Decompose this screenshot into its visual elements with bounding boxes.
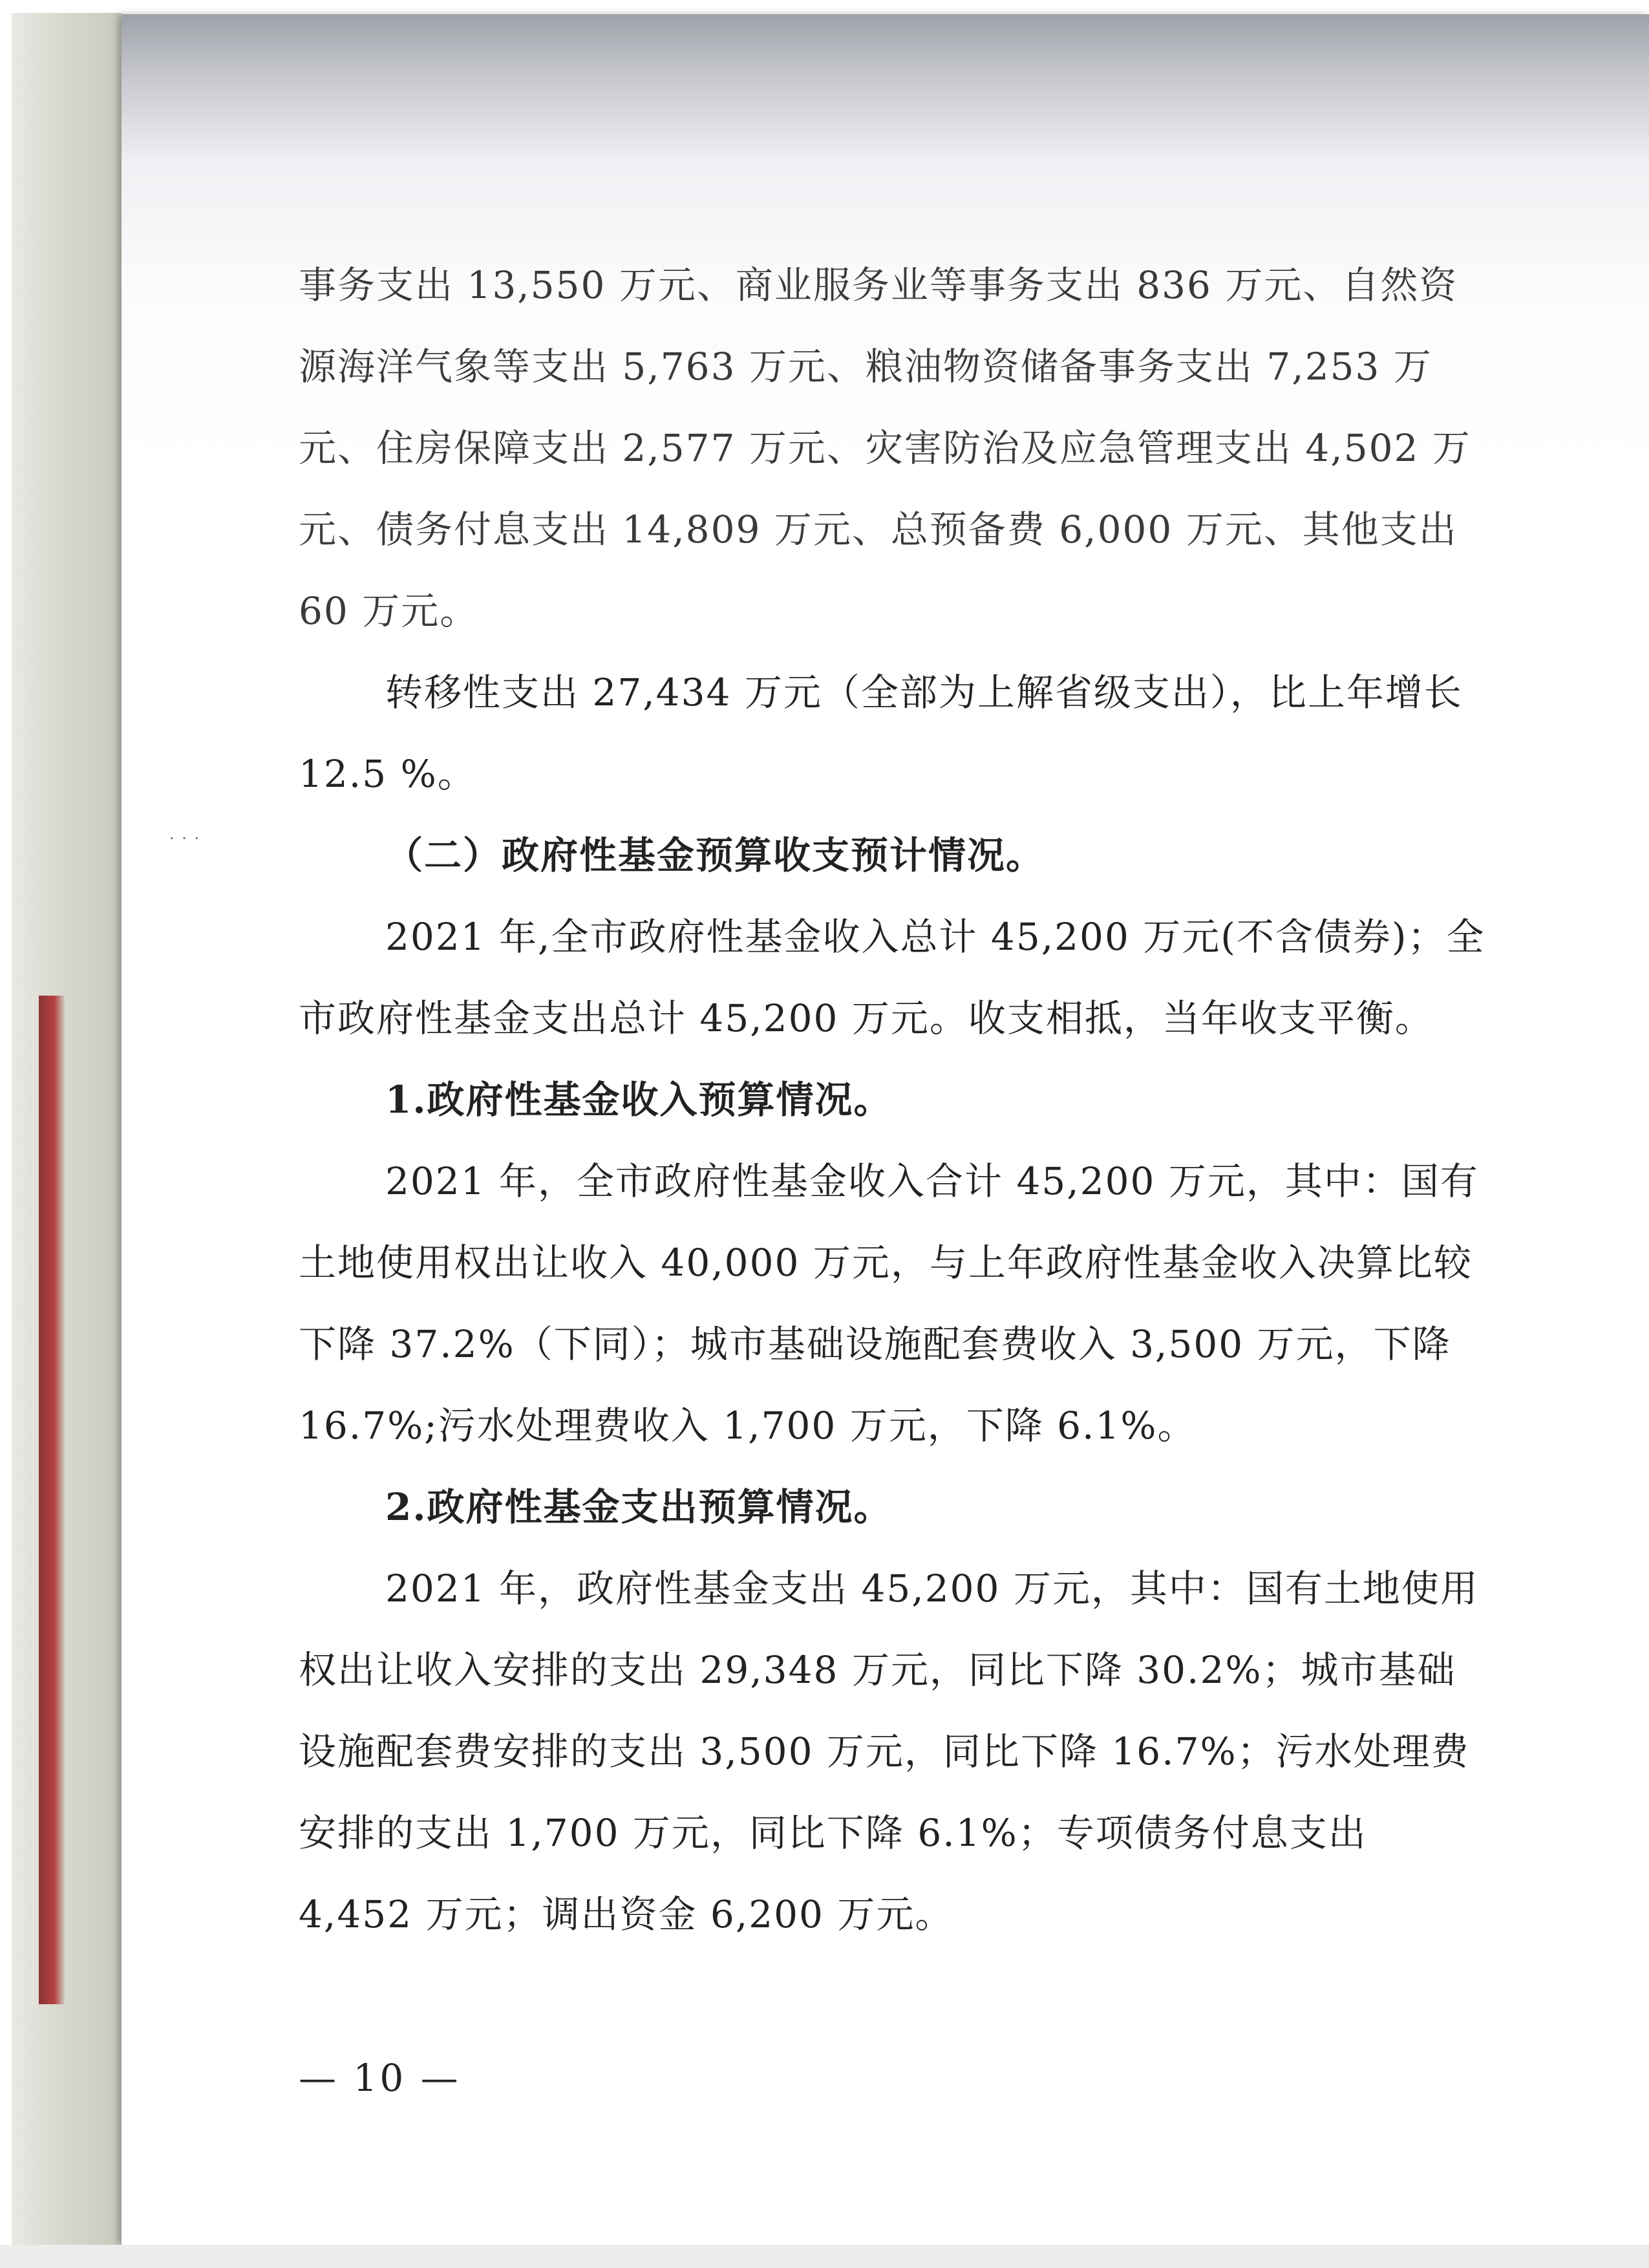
scan-background-left xyxy=(12,13,122,2250)
paragraph-expenditure-items: 事务支出 13,550 万元、商业服务业等事务支出 836 万元、自然资源海洋气象等支出 5,763 万元、粮油物资储备事务支出 7,253 万元、住房保障支出 2,577 万元、灾害防治及应急管理支出 4,502 万元、债务付息支出 14,809 万元、总预备费 6,000 万元、其他支出 60 万元。 xyxy=(299,263,1471,633)
scan-artifact-dots: · · · xyxy=(169,829,201,848)
page-number: — 10 — xyxy=(299,2056,461,2100)
paragraph-fund-revenue: 2021 年，全市政府性基金收入合计 45,200 万元，其中：国有土地使用权出让收入 40,000 万元，与上年政府性基金收入决算比较下降 37.2%（下同）；城市基础设施配套费收入 3,500 万元，下降 16.7%;污水处理费收入 1,700 万元，下降 6.1%。 xyxy=(299,1159,1479,1448)
paragraph-fund-expenditure: 2021 年，政府性基金支出 45,200 万元，其中：国有土地使用权出让收入安排的支出 29,348 万元，同比下降 30.2%；城市基础设施配套费安排的支出 3,500 万元，同比下降 16.7%；污水处理费安排的支出 1,700 万元，同比下降 6.1%；专项债务付息支出 4,452 万元；调出资金 6,200 万元。 xyxy=(299,1567,1479,1936)
book-cover-edge xyxy=(39,996,65,2004)
subheading-fund-expenditure: 2.政府性基金支出预算情况。 xyxy=(385,1485,893,1529)
paragraph-transfer-expenditure: 转移性支出 27,434 万元（全部为上解省级支出），比上年增长 12.5 %。 xyxy=(299,670,1463,796)
paragraph-fund-totals: 2021 年,全市政府性基金收入总计 45,200 万元(不含债券)；全市政府性基金支出总计 45,200 万元。收支相抵，当年收支平衡。 xyxy=(299,915,1485,1040)
subheading-fund-revenue: 1.政府性基金收入预算情况。 xyxy=(385,1078,893,1122)
document-body xyxy=(299,244,1488,1955)
scan-background-bottom xyxy=(0,2245,1649,2268)
section-heading-fund-budget: （二）政府性基金预算收支预计情况。 xyxy=(385,833,1045,877)
